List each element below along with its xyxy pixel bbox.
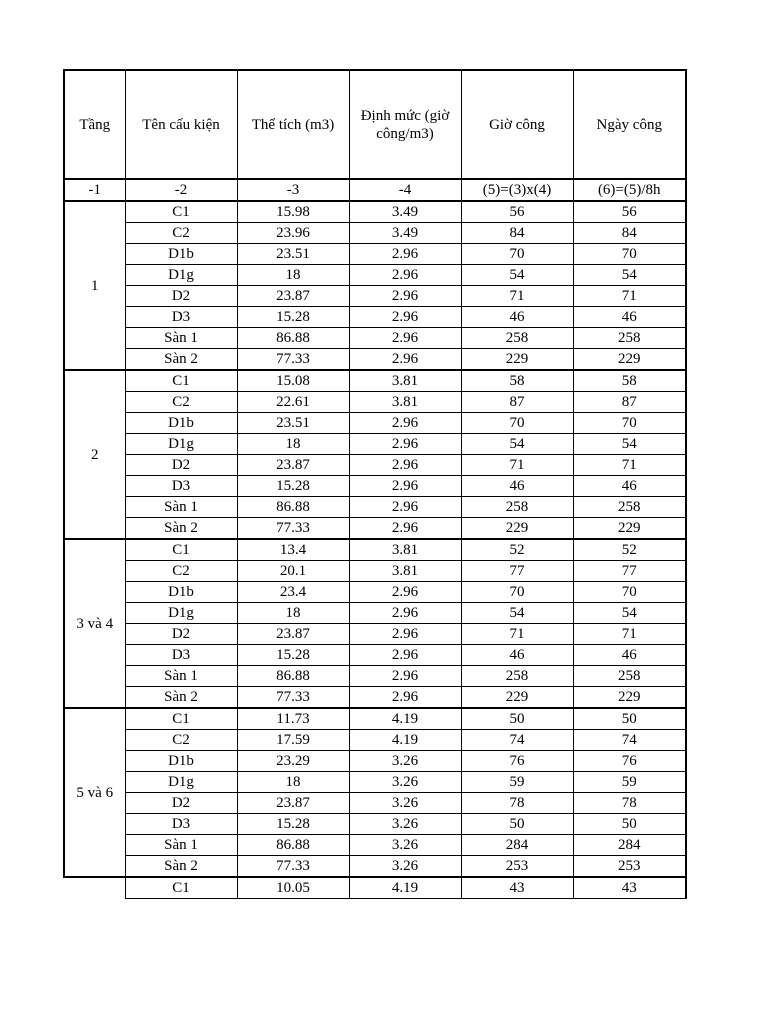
cell-component: D1g (125, 265, 237, 286)
cell-norm: 2.96 (349, 687, 461, 709)
cell-norm: 3.81 (349, 539, 461, 561)
table-row (64, 814, 686, 835)
table-row (64, 370, 686, 392)
cell-volume: 15.28 (237, 476, 349, 497)
table-row (64, 476, 686, 497)
cell-days: 54 (573, 434, 686, 455)
cell-norm: 2.96 (349, 328, 461, 349)
cell-hours: 46 (461, 645, 573, 666)
cell-hours: 70 (461, 413, 573, 434)
cell-component: Sàn 1 (125, 497, 237, 518)
cell-component: C1 (125, 370, 237, 392)
cell-norm: 2.96 (349, 497, 461, 518)
cell-volume: 23.29 (237, 751, 349, 772)
header-hours: Giờ công (461, 70, 573, 179)
table-row (64, 265, 686, 286)
index-row (64, 179, 686, 201)
cell-norm: 2.96 (349, 645, 461, 666)
cell-hours: 59 (461, 772, 573, 793)
header-component: Tên cấu kiện (125, 70, 237, 179)
cell-hours: 229 (461, 349, 573, 371)
cell-volume: 11.73 (237, 708, 349, 730)
table-row (64, 687, 686, 709)
cell-norm: 3.49 (349, 201, 461, 223)
cell-hours: 87 (461, 392, 573, 413)
cell-hours: 46 (461, 307, 573, 328)
table-row (64, 624, 686, 645)
cell-hours: 258 (461, 666, 573, 687)
cell-volume: 18 (237, 772, 349, 793)
cell-component: D1b (125, 244, 237, 265)
cell-days: 70 (573, 413, 686, 434)
cell-norm: 3.81 (349, 392, 461, 413)
cell-volume: 17.59 (237, 730, 349, 751)
table-row (64, 793, 686, 814)
header-row (64, 70, 686, 179)
cell-days: 78 (573, 793, 686, 814)
index-cell: -3 (237, 179, 349, 201)
cell-hours: 258 (461, 328, 573, 349)
cell-component: D1b (125, 413, 237, 434)
index-cell: (5)=(3)x(4) (461, 179, 573, 201)
cell-component: C2 (125, 730, 237, 751)
cell-hours: 46 (461, 476, 573, 497)
cell-norm: 2.96 (349, 455, 461, 476)
cell-norm: 2.96 (349, 434, 461, 455)
cell-volume: 23.4 (237, 582, 349, 603)
table-row (64, 244, 686, 265)
cell-days: 258 (573, 328, 686, 349)
cell-hours: 229 (461, 518, 573, 540)
cell-component: C2 (125, 561, 237, 582)
table-row (64, 201, 686, 223)
cell-norm: 3.26 (349, 856, 461, 878)
table-row (64, 603, 686, 624)
cell-hours: 52 (461, 539, 573, 561)
cell-volume: 23.51 (237, 244, 349, 265)
cell-days: 56 (573, 201, 686, 223)
table-row (64, 349, 686, 371)
cell-hours: 253 (461, 856, 573, 878)
table-row (64, 455, 686, 476)
cell-days: 46 (573, 476, 686, 497)
cell-hours: 258 (461, 497, 573, 518)
cell-days: 229 (573, 687, 686, 709)
cell-component: Sàn 2 (125, 518, 237, 540)
table-row (64, 856, 686, 878)
cell-hours: 70 (461, 244, 573, 265)
table-row (64, 772, 686, 793)
cell-days: 76 (573, 751, 686, 772)
cell-days: 77 (573, 561, 686, 582)
cell-component: D2 (125, 286, 237, 307)
table-row (64, 751, 686, 772)
cell-days: 52 (573, 539, 686, 561)
cell-hours: 76 (461, 751, 573, 772)
cell-norm: 2.96 (349, 349, 461, 371)
cell-days: 46 (573, 307, 686, 328)
cell-volume: 23.96 (237, 223, 349, 244)
cell-volume: 22.61 (237, 392, 349, 413)
cell-days: 70 (573, 244, 686, 265)
cell-norm: 4.19 (349, 877, 461, 899)
cell-norm: 2.96 (349, 286, 461, 307)
cell-norm: 3.81 (349, 561, 461, 582)
cell-floor: 5 và 6 (64, 708, 125, 877)
table-row (64, 328, 686, 349)
cell-norm: 2.96 (349, 413, 461, 434)
cell-volume: 86.88 (237, 328, 349, 349)
cell-hours: 50 (461, 814, 573, 835)
cell-volume: 10.05 (237, 877, 349, 899)
cell-norm: 2.96 (349, 476, 461, 497)
cell-volume: 77.33 (237, 856, 349, 878)
cell-hours: 71 (461, 624, 573, 645)
cell-component: D2 (125, 455, 237, 476)
index-cell: -1 (64, 179, 125, 201)
cell-days: 258 (573, 666, 686, 687)
cell-volume: 18 (237, 434, 349, 455)
cell-norm: 2.96 (349, 603, 461, 624)
cell-days: 43 (573, 877, 686, 899)
cell-hours: 71 (461, 455, 573, 476)
cell-volume: 23.87 (237, 286, 349, 307)
cell-days: 74 (573, 730, 686, 751)
index-cell: -2 (125, 179, 237, 201)
cell-hours: 50 (461, 708, 573, 730)
cell-component: Sàn 1 (125, 328, 237, 349)
cell-norm: 2.96 (349, 582, 461, 603)
cell-volume: 20.1 (237, 561, 349, 582)
cell-floor: 2 (64, 370, 125, 539)
cell-hours: 229 (461, 687, 573, 709)
header-volume: Thể tích (m3) (237, 70, 349, 179)
header-days: Ngày công (573, 70, 686, 179)
cell-volume: 15.28 (237, 307, 349, 328)
cell-volume: 86.88 (237, 666, 349, 687)
cell-norm: 3.26 (349, 793, 461, 814)
header-floor: Tầng (64, 70, 125, 179)
cell-component: Sàn 1 (125, 666, 237, 687)
cell-hours: 56 (461, 201, 573, 223)
cell-days: 87 (573, 392, 686, 413)
cell-hours: 78 (461, 793, 573, 814)
cell-volume: 18 (237, 603, 349, 624)
table-row (64, 708, 686, 730)
cell-floor (64, 877, 125, 899)
cell-hours: 77 (461, 561, 573, 582)
cell-component: Sàn 2 (125, 349, 237, 371)
table-row (64, 582, 686, 603)
labor-table (63, 69, 687, 899)
cell-norm: 2.96 (349, 624, 461, 645)
table-row (64, 835, 686, 856)
cell-volume: 86.88 (237, 835, 349, 856)
table-row (64, 392, 686, 413)
cell-days: 253 (573, 856, 686, 878)
cell-volume: 23.87 (237, 455, 349, 476)
cell-norm: 2.96 (349, 265, 461, 286)
table-body (64, 70, 686, 899)
cell-component: C1 (125, 539, 237, 561)
cell-component: Sàn 1 (125, 835, 237, 856)
table-row (64, 518, 686, 540)
cell-component: Sàn 2 (125, 856, 237, 878)
index-cell: -4 (349, 179, 461, 201)
cell-volume: 18 (237, 265, 349, 286)
cell-volume: 77.33 (237, 349, 349, 371)
cell-norm: 3.26 (349, 751, 461, 772)
cell-component: D1b (125, 751, 237, 772)
cell-volume: 23.87 (237, 793, 349, 814)
cell-hours: 74 (461, 730, 573, 751)
cell-days: 50 (573, 814, 686, 835)
cell-volume: 15.98 (237, 201, 349, 223)
cell-volume: 77.33 (237, 518, 349, 540)
cell-component: C1 (125, 201, 237, 223)
cell-days: 258 (573, 497, 686, 518)
cell-hours: 54 (461, 603, 573, 624)
table-row (64, 539, 686, 561)
cell-days: 284 (573, 835, 686, 856)
cell-component: D1b (125, 582, 237, 603)
cell-component: D1g (125, 603, 237, 624)
cell-days: 50 (573, 708, 686, 730)
cell-component: D1g (125, 772, 237, 793)
cell-component: D3 (125, 307, 237, 328)
cell-volume: 23.87 (237, 624, 349, 645)
table-row (64, 307, 686, 328)
table-row (64, 286, 686, 307)
cell-volume: 15.28 (237, 814, 349, 835)
cell-days: 54 (573, 265, 686, 286)
cell-norm: 3.26 (349, 772, 461, 793)
cell-floor: 1 (64, 201, 125, 370)
cell-volume: 15.28 (237, 645, 349, 666)
table-row (64, 666, 686, 687)
cell-component: Sàn 2 (125, 687, 237, 709)
table-row (64, 413, 686, 434)
cell-norm: 4.19 (349, 730, 461, 751)
cell-norm: 3.26 (349, 835, 461, 856)
cell-norm: 3.49 (349, 223, 461, 244)
index-cell: (6)=(5)/8h (573, 179, 686, 201)
cell-days: 54 (573, 603, 686, 624)
cell-component: D3 (125, 814, 237, 835)
cell-volume: 15.08 (237, 370, 349, 392)
table-row (64, 877, 686, 899)
cell-volume: 86.88 (237, 497, 349, 518)
cell-norm: 2.96 (349, 518, 461, 540)
cell-component: C2 (125, 392, 237, 413)
cell-component: C2 (125, 223, 237, 244)
header-norm: Định mức (giờ công/m3) (349, 70, 461, 179)
table-row (64, 223, 686, 244)
cell-component: D2 (125, 624, 237, 645)
cell-hours: 70 (461, 582, 573, 603)
cell-days: 229 (573, 518, 686, 540)
cell-volume: 13.4 (237, 539, 349, 561)
cell-norm: 2.96 (349, 666, 461, 687)
cell-volume: 77.33 (237, 687, 349, 709)
cell-days: 46 (573, 645, 686, 666)
cell-days: 70 (573, 582, 686, 603)
table-row (64, 497, 686, 518)
cell-hours: 58 (461, 370, 573, 392)
table-row (64, 434, 686, 455)
cell-hours: 71 (461, 286, 573, 307)
cell-component: D2 (125, 793, 237, 814)
cell-hours: 54 (461, 434, 573, 455)
cell-days: 71 (573, 455, 686, 476)
cell-days: 71 (573, 624, 686, 645)
cell-days: 84 (573, 223, 686, 244)
cell-floor: 3 và 4 (64, 539, 125, 708)
cell-component: D3 (125, 476, 237, 497)
cell-hours: 43 (461, 877, 573, 899)
cell-days: 71 (573, 286, 686, 307)
cell-hours: 84 (461, 223, 573, 244)
cell-component: D1g (125, 434, 237, 455)
cell-norm: 2.96 (349, 244, 461, 265)
table-row (64, 645, 686, 666)
cell-norm: 3.26 (349, 814, 461, 835)
cell-component: C1 (125, 708, 237, 730)
cell-days: 58 (573, 370, 686, 392)
cell-norm: 4.19 (349, 708, 461, 730)
table-row (64, 561, 686, 582)
cell-hours: 284 (461, 835, 573, 856)
cell-days: 229 (573, 349, 686, 371)
cell-days: 59 (573, 772, 686, 793)
cell-component: C1 (125, 877, 237, 899)
cell-component: D3 (125, 645, 237, 666)
cell-norm: 2.96 (349, 307, 461, 328)
cell-hours: 54 (461, 265, 573, 286)
cell-norm: 3.81 (349, 370, 461, 392)
cell-volume: 23.51 (237, 413, 349, 434)
table-row (64, 730, 686, 751)
